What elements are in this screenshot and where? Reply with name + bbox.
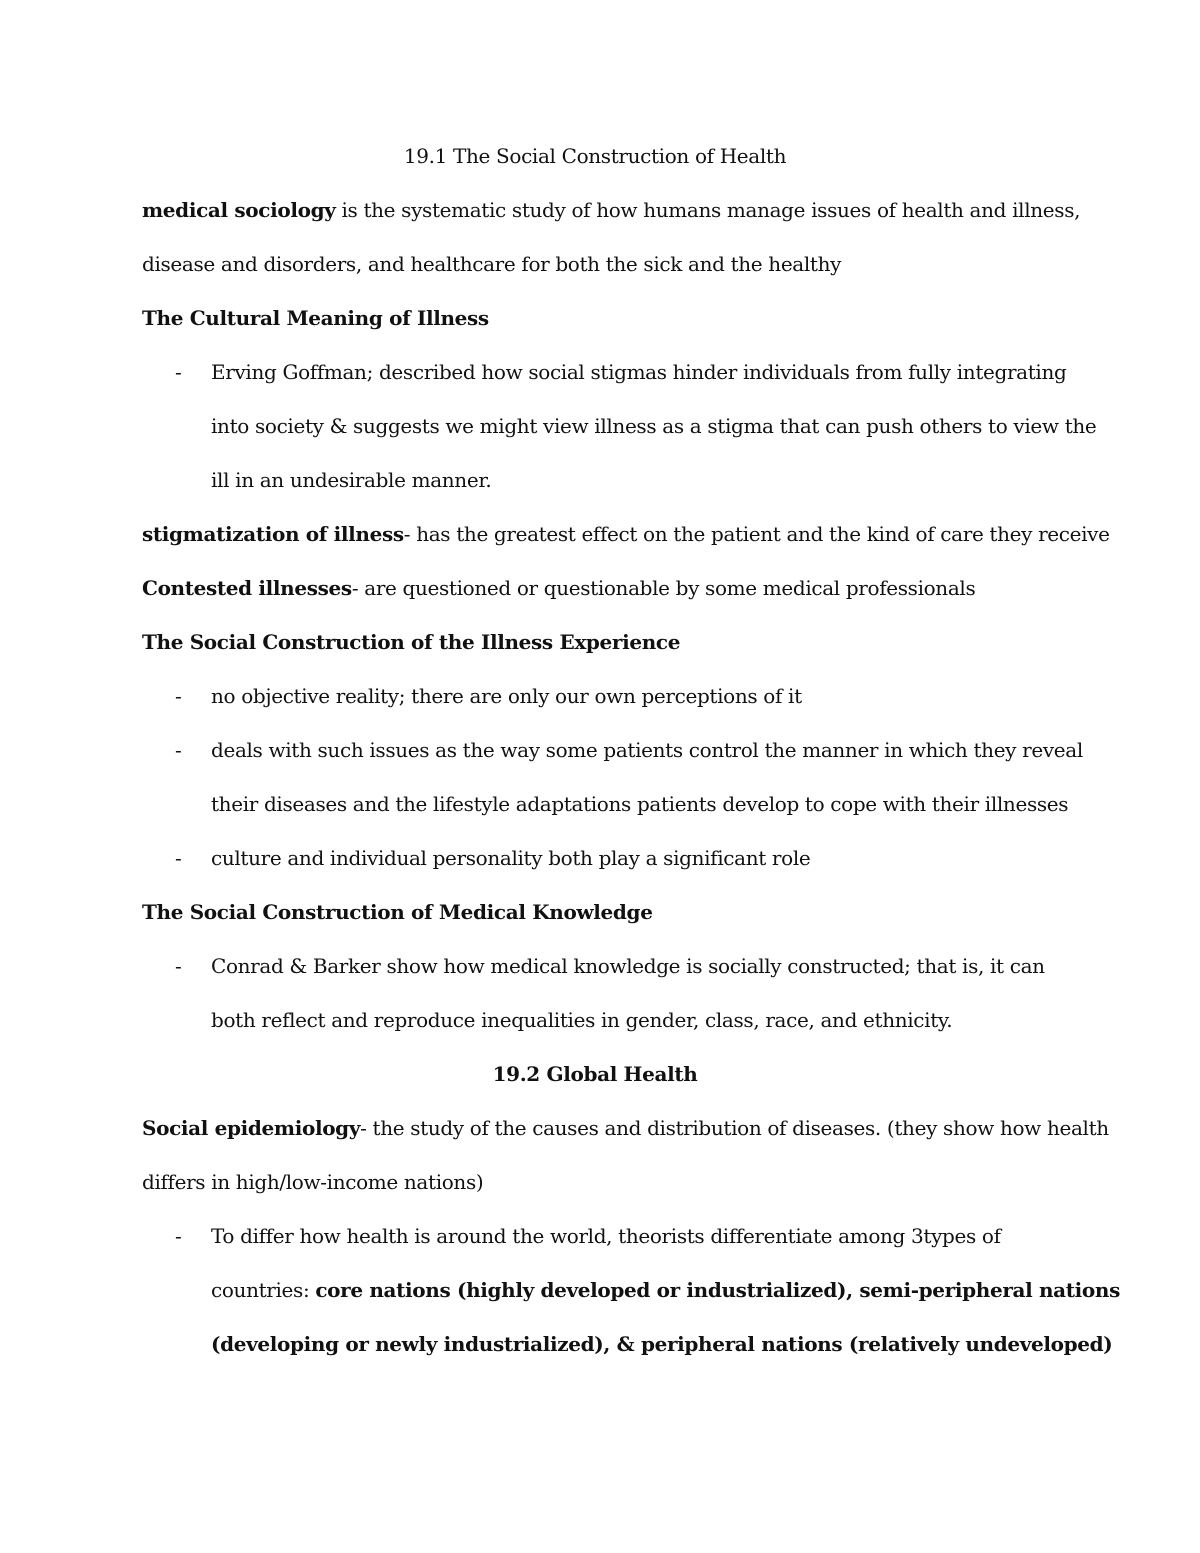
definition-medical-sociology: is the systematic study of how humans manage issues of health and illness,: [335, 198, 1081, 222]
countries-label: countries:: [211, 1278, 316, 1302]
bullet-goffman-end: ill in an undesirable manner.: [211, 468, 492, 492]
paragraph-medical-sociology: [142, 196, 1080, 224]
heading-illness-experience: The Social Construction of the Illness Experience: [142, 630, 681, 654]
bullet-marker: -: [175, 738, 182, 762]
bullet-marker: -: [175, 1224, 182, 1248]
term-social-epidemiology: Social epidemiology: [142, 1116, 361, 1140]
section-title-19-1: 19.1 The Social Construction of Health: [403, 144, 787, 168]
heading-medical-knowledge: The Social Construction of Medical Knowledge: [142, 900, 653, 924]
section-title-19-2: 19.2 Global Health: [492, 1062, 698, 1086]
bullet-goffman: Erving Goffman; described how social stigmas hinder individuals from fully integrating: [211, 360, 1067, 384]
bullet-culture-personality: culture and individual personality both play a significant role: [211, 846, 811, 870]
definition-contested-illnesses: - are questioned or questionable by some medical professionals: [351, 576, 976, 600]
paragraph-contested-illnesses: [142, 574, 975, 602]
bullet-conrad-barker-cont: both reflect and reproduce inequalities in gender, class, race, and ethnicity.: [211, 1008, 953, 1032]
paragraph-stigmatization: [142, 520, 1110, 548]
paragraph-social-epidemiology: [142, 1114, 1109, 1142]
bullet-differ-health-cont: [211, 1276, 1120, 1304]
bullet-goffman-cont: into society & suggests we might view illness as a stigma that can push others to view the: [211, 414, 1097, 438]
bullet-objective-reality: no objective reality; there are only our own perceptions of it: [211, 684, 802, 708]
bullet-patients-control-cont: their diseases and the lifestyle adaptations patients develop to cope with their illnesses: [211, 792, 1069, 816]
term-contested-illnesses: Contested illnesses: [142, 576, 352, 600]
bullet-differ-health: To differ how health is around the world, theorists differentiate among 3types of: [211, 1224, 1001, 1248]
bullet-differ-health-end: (developing or newly industrialized), & peripheral nations (relatively undeveloped): [211, 1332, 1113, 1356]
term-stigmatization: stigmatization of illness: [142, 522, 404, 546]
bullet-marker: -: [175, 846, 182, 870]
bullet-marker: -: [175, 954, 182, 978]
paragraph-medical-sociology-cont: disease and disorders, and healthcare for both the sick and the healthy: [142, 252, 842, 276]
bullet-marker: -: [175, 360, 182, 384]
bullet-conrad-barker: Conrad & Barker show how medical knowledge is socially constructed; that is, it can: [211, 954, 1045, 978]
definition-stigmatization: - has the greatest effect on the patient and the kind of care they receive: [403, 522, 1110, 546]
nations-list: core nations (highly developed or industrialized), semi-peripheral nations: [315, 1278, 1121, 1302]
heading-cultural-meaning: The Cultural Meaning of Illness: [142, 306, 489, 330]
bullet-marker: -: [175, 684, 182, 708]
definition-social-epidemiology: - the study of the causes and distribution of diseases. (they show how health: [360, 1116, 1109, 1140]
term-medical-sociology: medical sociology: [142, 198, 336, 222]
paragraph-social-epidemiology-cont: differs in high/low-income nations): [142, 1170, 484, 1194]
bullet-patients-control: deals with such issues as the way some patients control the manner in which they reveal: [211, 738, 1083, 762]
